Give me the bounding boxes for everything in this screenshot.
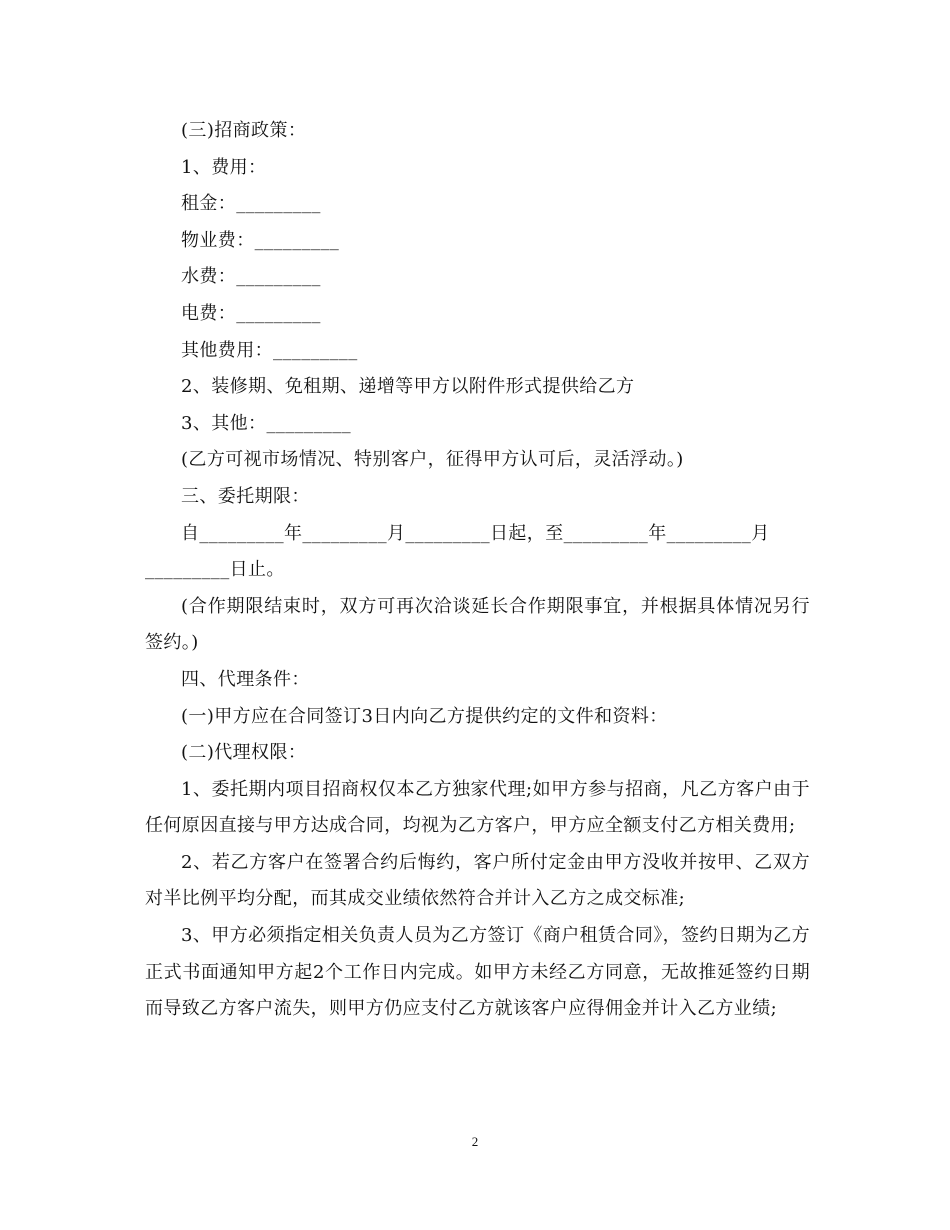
agency-authority-heading: (二)代理权限：: [181, 742, 307, 764]
rent-field: 租金：_________: [181, 193, 321, 215]
exclusive-agency-clause: 1、委托期内项目招商权仅本乙方独家代理;如甲方参与招商，凡乙方客户由于任何原因直接与甲方达成合同，均视为乙方客户，甲方应全额支付乙方相关费用;: [145, 778, 810, 837]
period-dates-line-1: 自_________年_________月_________日起，至_________年_________月: [181, 522, 770, 544]
cooperation-renewal-note: (合作期限结束时，双方可再次洽谈延长合作期限事宜，并根据具体情况另行签约。): [145, 595, 810, 654]
documents-provision-clause: (一)甲方应在合同签订3日内向乙方提供约定的文件和资料：: [181, 705, 668, 727]
breach-deposit-clause: 2、若乙方客户在签署合约后悔约，客户所付定金由甲方没收并按甲、乙双方对半比例平均分配，而其成交业绩依然符合并计入乙方之成交标准;: [145, 851, 810, 910]
other-fees-field: 其他费用：_________: [181, 339, 358, 361]
renovation-rent-free-clause: 2、装修期、免租期、递增等甲方以附件形式提供给乙方: [181, 376, 635, 398]
period-dates-line-2: _________日止。: [145, 559, 285, 581]
fees-heading: 1、费用：: [181, 156, 267, 178]
flexible-float-note: (乙方可视市场情况、特别客户，征得甲方认可后，灵活浮动。): [181, 449, 684, 471]
other-field: 3、其他：_________: [181, 412, 352, 434]
water-fee-field: 水费：_________: [181, 266, 321, 288]
electricity-fee-field: 电费：_________: [181, 302, 321, 324]
document-body: [145, 113, 810, 1028]
section-heading-agency-conditions: 四、代理条件：: [181, 668, 310, 690]
signing-responsibility-clause: 3、甲方必须指定相关负责人员为乙方签订《商户租赁合同》，签约日期为乙方正式书面通知甲方起2个工作日内完成。如甲方未经乙方同意，无故推延签约日期而导致乙方客户流失，则甲方仍应支付乙方就该客户应得佣金并计入乙方业绩;: [145, 925, 810, 1020]
section-heading-entrust-period: 三、委托期限：: [181, 485, 310, 507]
page-number: 2: [471, 1134, 479, 1149]
section-heading-investment-policy: (三)招商政策：: [181, 120, 307, 141]
property-fee-field: 物业费：_________: [181, 229, 340, 251]
